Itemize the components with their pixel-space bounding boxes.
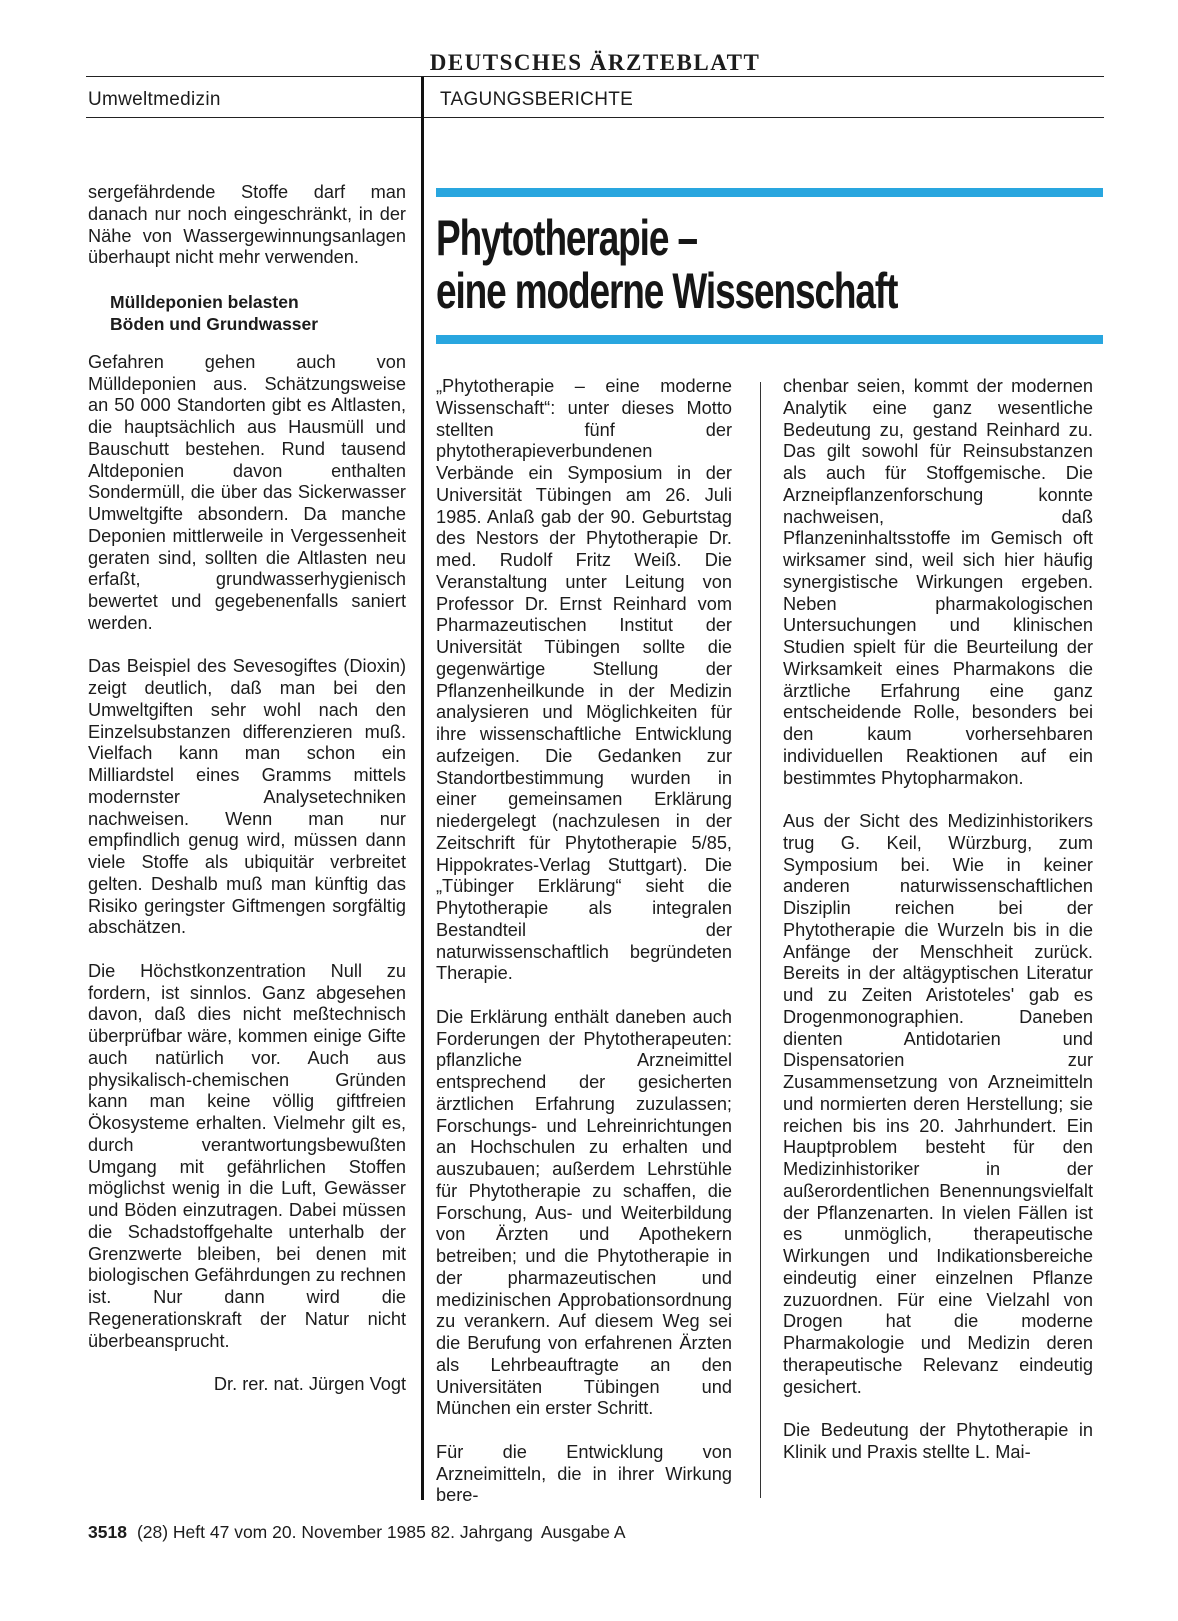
headline-line: eine moderne Wissenschaft: [436, 263, 898, 319]
article-column-umweltmedizin: [88, 182, 406, 1396]
paragraph: Die Bedeutung der Phytotherapie in Klinik und Praxis stellte L. Mai-: [783, 1420, 1093, 1462]
paragraph: Für die Entwicklung von Arzneimitteln, die in ihrer Wirkung bere-: [436, 1441, 732, 1506]
section-label-right: TAGUNGSBERICHTE: [440, 89, 634, 110]
headline-accent-bar-bottom: [436, 335, 1103, 344]
masthead-rule: [86, 76, 1104, 77]
article-column-right: [783, 376, 1093, 1464]
subheading-line: Mülldeponien belasten: [110, 291, 299, 312]
subheading: [88, 291, 406, 335]
author-signature: Dr. rer. nat. Jürgen Vogt: [213, 1374, 406, 1394]
paragraph: Aus der Sicht des Medizinhistorikers trug G. Keil, Würzburg, zum Symposium bei. Wie in keiner anderen naturwissenschaftlichen Disziplin reichen bei der Phytotherapie die Wurzeln bis in die Anfänge der Menschheit zurück. Bereits in der altägyptischen Literatur und zu Zeiten Aristoteles' gab es Drogenmonographien. Daneben dienten Antidotarien und Dispensatorien zur Zusammensetzung von Arzneimitteln und normierten deren Herstellung; sie reichen bis ins 20. Jahrhundert. Ein Hauptproblem besteht für den Medizinhistoriker in der außerordentlichen Benennungsvielfalt der Pflanzenarten. In vielen Fällen ist es unmöglich, therapeutische Wirkungen und Indikationsbereiche eindeutig einer einzelnen Pflanze zuzuordnen. Für eine Vielzahl von Drogen hat die moderne Pharmakologie und Medizin deren therapeutische Relevanz eindeutig gesichert.: [783, 811, 1093, 1397]
edition-label: Ausgabe A: [540, 1522, 626, 1542]
section-rule: [86, 117, 1104, 118]
paragraph: sergefährdende Stoffe darf man danach nur noch eingeschränkt, in der Nähe von Wassergewinnungsanlagen überhaupt nicht mehr verwenden.: [88, 182, 406, 268]
inner-column-divider: [760, 382, 761, 1498]
masthead: DEUTSCHES ÄRZTEBLATT: [429, 50, 761, 75]
column-divider: [421, 77, 424, 1500]
paragraph: Das Beispiel des Sevesogiftes (Dioxin) zeigt deutlich, daß man bei den Umweltgiften sehr wohl nach den Einzelsubstanzen differenzieren muß. Vielfach kann man schon ein Milliardstel eines Gramms mittels modernster Analysetechniken nachweisen. Wenn man nur empfindlich genug wird, müssen dann viele Stoffe als ubiquitär verbreitet gelten. Deshalb muß man künftig das Risiko geringster Giftmengen sorgfältig abschätzen.: [88, 656, 406, 938]
section-label-left: Umweltmedizin: [88, 89, 221, 110]
issue-info: (28) Heft 47 vom 20. November 1985 82. Jahrgang: [136, 1522, 533, 1542]
headline-line: Phytotherapie –: [436, 210, 697, 266]
paragraph: „Phytotherapie – eine moderne Wissenschaft“: unter dieses Motto stellten fünf der phytotherapieverbundenen Verbände ein Symposium in der Universität Tübingen am 26. Juli 1985. Anlaß gab der 90. Geburtstag des Nestors der Phytotherapie Dr. med. Rudolf Fritz Weiß. Die Veranstaltung unter Leitung von Professor Dr. Ernst Reinhard vom Pharmazeutischen Institut der Universität Tübingen sollte die gegenwärtige Stellung der Pflanzenheilkunde in der Medizin analysieren und Möglichkeiten für ihre wissenschaftliche Entwicklung aufzeigen. Die Gedanken zur Standortbestimmung wurden in einer gemeinsamen Erklärung niedergelegt (nachzulesen in der Zeitschrift für Phytotherapie 5/85, Hippokrates-Verlag Stuttgart). Die „Tübinger Erklärung“ sieht die Phytotherapie als integralen Bestandteil der naturwissenschaftlich begründeten Therapie.: [436, 376, 732, 984]
paragraph: Die Erklärung enthält daneben auch Forderungen der Phytotherapeuten: pflanzliche Arzneimittel entsprechend der gesicherten ärztlichen Erfahrung zuzulassen; Forschungs- und Lehreinrichtungen an Hochschulen zu erhalten und auszubauen; außerdem Lehrstühle für Phytotherapie zu schaffen, die Forschung, Aus- und Weiterbildung von Ärzten und Apothekern betreiben; und die Phytotherapie in der pharmazeutischen und medizinischen Approbationsordnung zu verankern. Auf diesem Weg sei die Berufung von erfahrenen Ärzten als Lehrbeauftragte an den Universitäten Tübingen und München ein erster Schritt.: [436, 1006, 732, 1419]
headline-accent-bar-top: [436, 188, 1103, 197]
article-column-left: [436, 376, 732, 1507]
paragraph: Gefahren gehen auch von Mülldeponien aus. Schätzungsweise an 50 000 Standorten gibt es Altlasten, die hauptsächlich aus Hausmüll und Bauschutt bestehen. Rund tausend Altdeponien davon enthalten Sondermüll, die über das Sickerwasser Umweltgifte absondern. Da manche Deponien mittlerweile in Vergessenheit geraten sind, sollten die Altlasten neu erfaßt, grundwasserhygienisch bewertet und gegebenenfalls saniert werden.: [88, 351, 406, 633]
article-headline: [436, 212, 930, 318]
paragraph: chenbar seien, kommt der modernen Analytik eine ganz wesentliche Bedeutung zu, gestand Reinhard zu. Das gilt sowohl für Reinsubstanzen als auch für Stoffgemische. Die Arzneipflanzenforschung konnte nachweisen, daß Pflanzeninhaltsstoffe im Gemisch oft wirksamer sind, weil sich hier häufig synergistische Wirkungen ergeben. Neben pharmakologischen Untersuchungen und klinischen Studien spielt für die Beurteilung der Wirksamkeit eines Pharmakons die ärztliche Erfahrung eine ganz entscheidende Rolle, besonders bei den kaum vorhersehbaren individuellen Reaktionen auf ein bestimmtes Phytopharmakon.: [783, 376, 1093, 788]
page-footer: [88, 1521, 626, 1543]
page-number: 3518: [88, 1522, 127, 1542]
subheading-line: Böden und Grundwasser: [110, 313, 319, 334]
paragraph: Die Höchstkonzentration Null zu fordern, ist sinnlos. Ganz abgesehen davon, daß dies nicht meßtechnisch überprüfbar wäre, kommen einige Gifte auch natürlich vor. Auch aus physikalisch-chemischen Gründen kann man keine völlig giftfreien Ökosysteme erhalten. Vielmehr gilt es, durch verantwortungsbewußten Umgang mit gefährlichen Stoffen möglichst wenig in die Luft, Gewässer und Böden einzutragen. Dabei müssen die Schadstoffgehalte unterhalb der Grenzwerte bleiben, bei denen mit biologischen Gefährdungen zu rechnen ist. Nur dann wird die Regenerationskraft der Natur nicht überbeansprucht.: [88, 960, 406, 1351]
